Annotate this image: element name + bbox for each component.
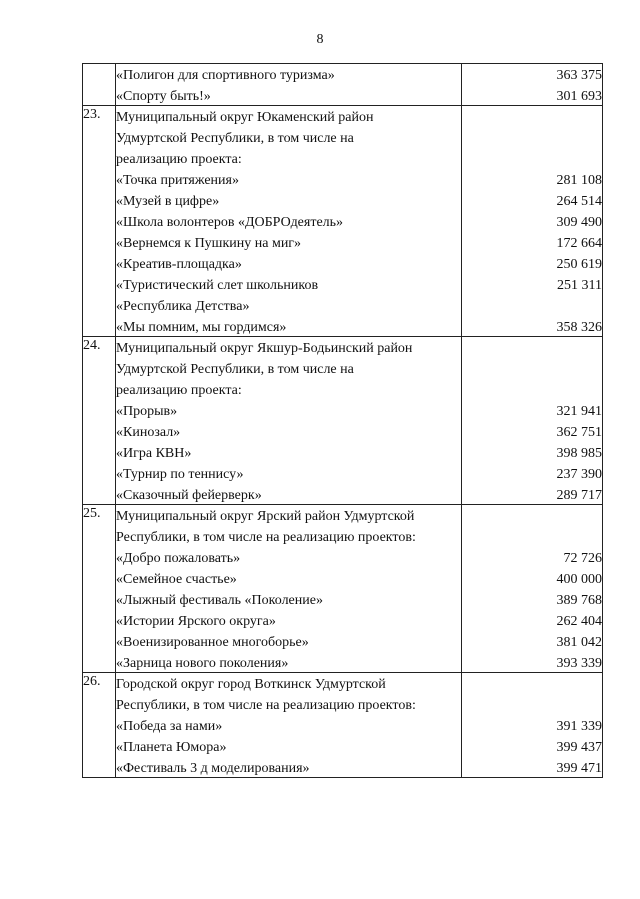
project-amount: 381 042 [556, 635, 602, 650]
project-name: «Спорту быть!» [116, 89, 211, 104]
recipient-cell [116, 505, 462, 673]
amount-spacer [462, 693, 602, 714]
row-number: 23. [83, 106, 116, 337]
project-name: «Мы помним, мы гордимся» [116, 320, 287, 335]
amount-cell [462, 505, 603, 673]
project-name: «Победа за нами» [116, 719, 223, 734]
amount-spacer [462, 106, 602, 126]
table-body [83, 64, 603, 778]
table-row [83, 64, 603, 106]
project-amount: 251 311 [557, 278, 602, 293]
amount-cell [462, 673, 603, 778]
district-heading-line: Городской округ город Воткинск Удмуртской [116, 677, 386, 692]
project-amount: 391 339 [556, 719, 602, 734]
project-name: «Сказочный фейерверк» [116, 488, 262, 503]
project-amount: 389 768 [556, 593, 602, 608]
amount-spacer [462, 378, 602, 399]
project-name: «Планета Юмора» [116, 740, 227, 755]
district-heading-line: Муниципальный округ Юкаменский район [116, 110, 374, 125]
table-row [83, 337, 603, 505]
project-name: «Школа волонтеров «ДОБРОдеятель» [116, 215, 344, 230]
district-heading-line: реализацию проекта: [116, 152, 242, 167]
recipient-cell [116, 673, 462, 778]
district-heading-line: Республики, в том числе на реализацию проектов: [116, 530, 416, 545]
amount-cell [462, 337, 603, 505]
amount-cell [462, 64, 603, 106]
row-number: 24. [83, 337, 116, 505]
project-name: «Республика Детства» [116, 299, 250, 314]
project-name: «Турнир по теннису» [116, 467, 244, 482]
table-row [83, 505, 603, 673]
project-amount: 250 619 [556, 257, 602, 272]
amount-cell [462, 106, 603, 337]
project-amount: 172 664 [556, 236, 602, 251]
project-amount: 301 693 [556, 89, 602, 104]
project-amount: 363 375 [556, 68, 602, 83]
amount-spacer [462, 673, 602, 693]
project-amount: 289 717 [556, 488, 602, 503]
project-amount: 264 514 [556, 194, 602, 209]
project-amount: 362 751 [556, 425, 602, 440]
project-name: «Игра КВН» [116, 446, 192, 461]
recipient-cell [116, 64, 462, 106]
row-number: 25. [83, 505, 116, 673]
district-heading-line: Муниципальный округ Ярский район Удмуртской [116, 509, 415, 524]
project-amount: 72 726 [563, 551, 602, 566]
row-number: 26. [83, 673, 116, 778]
project-amount: 237 390 [556, 467, 602, 482]
project-name: «Военизированное многоборье» [116, 635, 309, 650]
project-name: «Прорыв» [116, 404, 178, 419]
amount-spacer [462, 337, 602, 357]
table-row [83, 106, 603, 337]
funding-table [82, 63, 603, 778]
project-name: «Туристический слет школьников [116, 278, 319, 293]
district-heading-line: Муниципальный округ Якшур-Бодьинский район [116, 341, 413, 356]
project-amount: 309 490 [556, 215, 602, 230]
project-amount: 398 985 [556, 446, 602, 461]
district-heading-line: Республики, в том числе на реализацию проектов: [116, 698, 416, 713]
project-amount: 400 000 [556, 572, 602, 587]
project-name: «Музей в цифре» [116, 194, 220, 209]
project-amount: 399 437 [556, 740, 602, 755]
row-number [83, 64, 116, 106]
amount-spacer [462, 505, 602, 525]
amount-spacer [462, 126, 602, 147]
recipient-cell [116, 337, 462, 505]
amount-spacer [462, 147, 602, 168]
project-amount: 393 339 [556, 656, 602, 671]
amount-spacer [462, 294, 602, 315]
project-name: «Вернемся к Пушкину на миг» [116, 236, 302, 251]
project-name: «Полигон для спортивного туризма» [116, 68, 335, 83]
page-number: 8 [316, 32, 324, 47]
project-amount: 281 108 [556, 173, 602, 188]
district-heading-line: Удмуртской Республики, в том числе на [116, 131, 354, 146]
project-amount: 358 326 [556, 320, 602, 335]
project-name: «Фестиваль 3 д моделирования» [116, 761, 310, 776]
project-name: «Лыжный фестиваль «Поколение» [116, 593, 323, 608]
project-amount: 321 941 [556, 404, 602, 419]
project-name: «Семейное счастье» [116, 572, 237, 587]
project-name: «Добро пожаловать» [116, 551, 241, 566]
project-name: «Зарница нового поколения» [116, 656, 289, 671]
project-name: «Истории Ярского округа» [116, 614, 276, 629]
amount-spacer [462, 525, 602, 546]
district-heading-line: Удмуртской Республики, в том числе на [116, 362, 354, 377]
project-amount: 399 471 [556, 761, 602, 776]
project-name: «Креатив-площадка» [116, 257, 242, 272]
recipient-cell [116, 106, 462, 337]
project-name: «Точка притяжения» [116, 173, 239, 188]
project-amount: 262 404 [556, 614, 602, 629]
table-row [83, 673, 603, 778]
district-heading-line: реализацию проекта: [116, 383, 242, 398]
amount-spacer [462, 357, 602, 378]
project-name: «Кинозал» [116, 425, 181, 440]
